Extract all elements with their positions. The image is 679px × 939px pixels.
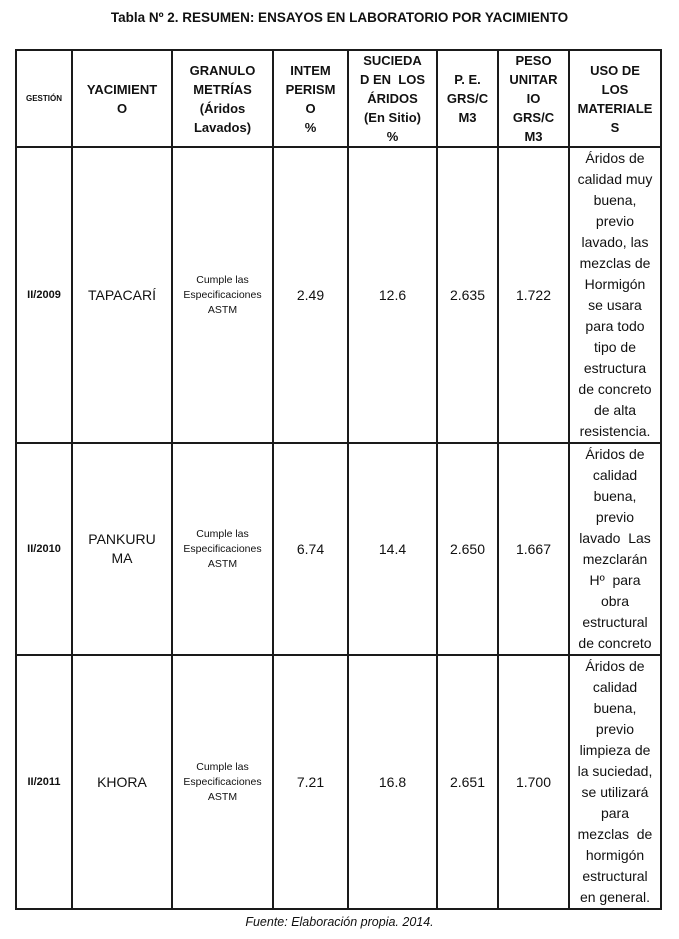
text-line: TAPACARÍ [88, 286, 156, 303]
text-line: previo [595, 721, 635, 737]
text-line: previo [595, 213, 635, 229]
text-line: para [600, 805, 630, 821]
text-line: Áridos de [585, 150, 645, 166]
text-line: hormigón [585, 847, 645, 863]
text-line: (En Sitio) [363, 110, 422, 125]
text-line: calidad [592, 679, 638, 695]
text-line: de concreto [578, 635, 652, 651]
text-line: PESO [515, 53, 552, 68]
text-line: la suciedad, [577, 763, 653, 779]
text-line: Cumple las [196, 273, 249, 286]
text-line: ASTM [207, 790, 238, 803]
text-line: limpieza de [579, 742, 651, 758]
text-line: INTEM [290, 62, 331, 78]
text-line: mezclarán [582, 551, 648, 567]
header-peso-unitario [498, 50, 569, 147]
text-line: UNITAR [509, 72, 558, 87]
text-line: mezclas de [577, 826, 653, 842]
text-line: % [304, 119, 317, 135]
cell-peso-unitario: 1.667 [498, 443, 569, 655]
cell-suciedad: 16.8 [348, 655, 437, 909]
text-line: se utilizará [581, 784, 649, 800]
cell-suciedad: 12.6 [348, 147, 437, 443]
text-line: M3 [524, 129, 543, 144]
text-line: GRS/C [512, 110, 555, 125]
text-line: de concreto [578, 381, 652, 397]
cell-suciedad: 14.4 [348, 443, 437, 655]
text-line: METRÍAS [193, 81, 252, 97]
cell-yacimiento [72, 655, 172, 909]
text-line: buena, [593, 488, 637, 504]
text-line: GRS/C [446, 91, 489, 106]
text-line: Cumple las [196, 527, 249, 540]
cell-uso [569, 655, 661, 909]
text-line: calidad [592, 467, 638, 483]
header-uso [569, 50, 661, 147]
text-line: obra [600, 593, 630, 609]
text-line: buena, [593, 192, 637, 208]
text-line: YACIMIENT [86, 81, 158, 97]
text-line: S [610, 119, 620, 135]
cell-intemperismo: 7.21 [273, 655, 348, 909]
cell-gestion: II/2010 [16, 443, 72, 655]
text-line: O [305, 100, 316, 116]
text-line: USO DE [590, 62, 640, 78]
cell-peso-unitario: 1.722 [498, 147, 569, 443]
text-line: GRANULO [189, 62, 256, 78]
cell-yacimiento [72, 443, 172, 655]
text-line: % [386, 129, 399, 144]
text-line: MATERIALE [577, 100, 653, 116]
text-line: previo [595, 509, 635, 525]
header-pe [437, 50, 498, 147]
table-row [16, 655, 661, 909]
cell-intemperismo: 6.74 [273, 443, 348, 655]
table-row [16, 443, 661, 655]
header-intemperismo [273, 50, 348, 147]
header-suciedad [348, 50, 437, 147]
text-line: MA [111, 550, 133, 566]
text-line: Hormigón [584, 276, 646, 292]
cell-pe: 2.650 [437, 443, 498, 655]
text-line: Áridos de [585, 446, 645, 462]
text-line: se usara [588, 297, 642, 313]
text-line: resistencia. [579, 423, 651, 439]
text-line: Áridos de [585, 658, 645, 674]
text-line: PANKURU [88, 531, 156, 547]
source-caption: Fuente: Elaboración propia. 2014. [245, 915, 434, 929]
text-line: Cumple las [196, 760, 249, 773]
header-granulometrias [172, 50, 273, 147]
text-line: IO [526, 91, 541, 106]
cell-yacimiento [72, 147, 172, 443]
cell-uso [569, 147, 661, 443]
text-line: lavado Las [579, 530, 651, 546]
table-row [16, 147, 661, 443]
cell-intemperismo: 2.49 [273, 147, 348, 443]
text-line: estructural [582, 868, 648, 884]
text-line: para todo [585, 318, 645, 334]
text-line: Lavados) [193, 119, 252, 135]
text-line: D EN LOS [359, 72, 425, 87]
text-line: PERISM [285, 81, 336, 97]
table-title: Tabla Nº 2. RESUMEN: ENSAYOS EN LABORATORIO POR YACIMIENTO [110, 10, 569, 25]
cell-gestion: II/2009 [16, 147, 72, 443]
cell-granulometria [172, 147, 273, 443]
cell-pe: 2.635 [437, 147, 498, 443]
text-line: lavado, las [581, 234, 649, 250]
text-line: O [116, 100, 128, 116]
text-line: LOS [601, 81, 629, 97]
text-line: en general. [579, 889, 651, 905]
text-line: SUCIEDA [363, 53, 422, 68]
header-yacimiento [72, 50, 172, 147]
header-gestion: GESTIÓN [16, 50, 72, 147]
text-line: de alta [593, 402, 637, 418]
text-line: KHORA [97, 773, 147, 790]
cell-granulometria [172, 655, 273, 909]
text-line: estructural [582, 614, 648, 630]
text-line: ASTM [207, 303, 238, 316]
text-line: mezclas de [579, 255, 651, 271]
text-line: Especificaciones [183, 288, 262, 301]
cell-uso [569, 443, 661, 655]
text-line: Hº para [589, 572, 641, 588]
text-line: estructura [583, 360, 647, 376]
cell-pe: 2.651 [437, 655, 498, 909]
text-line: P. E. [454, 72, 481, 87]
cell-gestion: II/2011 [16, 655, 72, 909]
text-line: tipo de [593, 339, 637, 355]
cell-granulometria [172, 443, 273, 655]
text-line: ASTM [207, 557, 238, 570]
text-line: buena, [593, 700, 637, 716]
header-row [16, 50, 661, 147]
text-line: Especificaciones [183, 775, 262, 788]
text-line: ÁRIDOS [367, 91, 418, 106]
cell-peso-unitario: 1.700 [498, 655, 569, 909]
text-line: M3 [458, 110, 477, 125]
text-line: (Áridos [199, 100, 246, 116]
lab-tests-table [15, 49, 662, 910]
text-line: calidad muy [577, 171, 653, 187]
text-line: Especificaciones [183, 542, 262, 555]
